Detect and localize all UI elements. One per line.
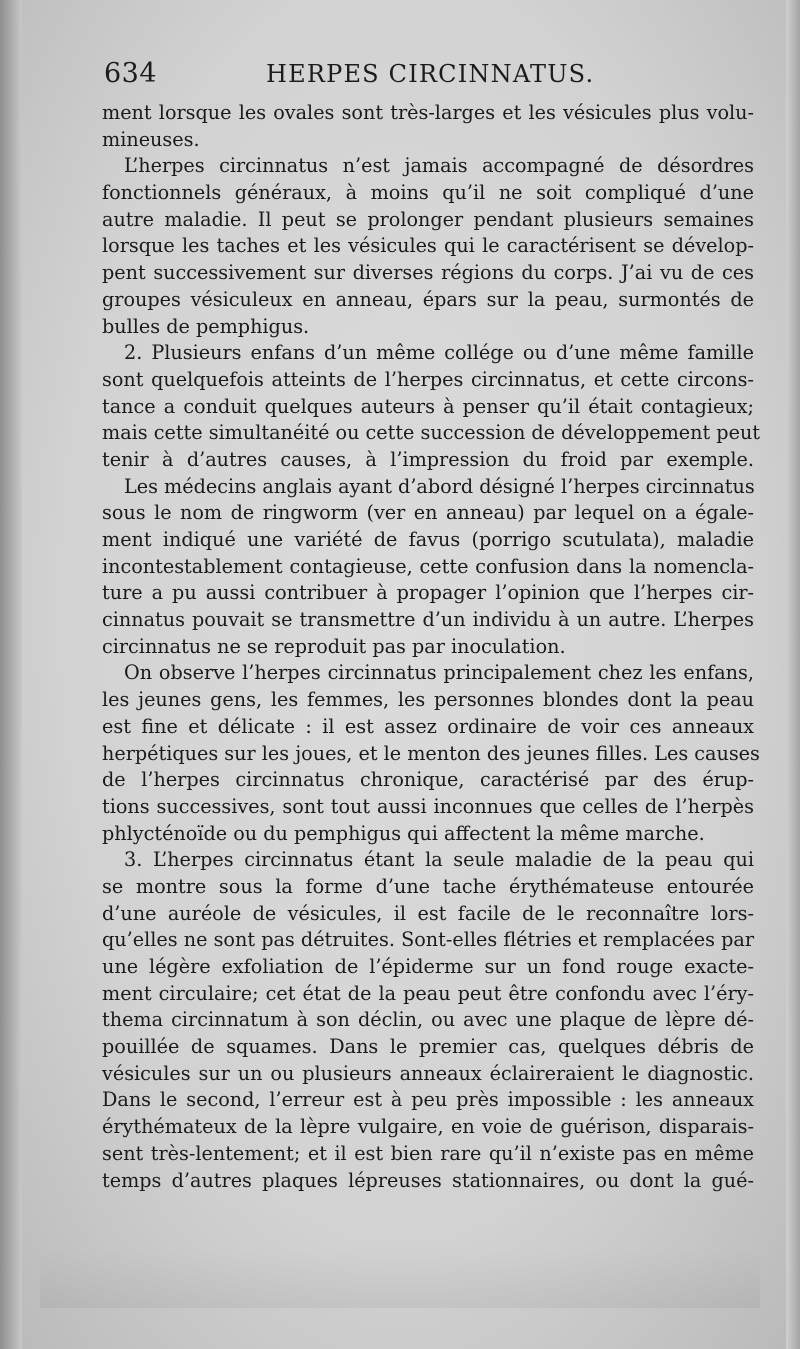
text-line: tenir à d’autres causes, à l’impression du froid par exemple. [102, 447, 754, 471]
page-gutter-shadow [0, 0, 22, 1349]
text-line: groupes vésiculeux en anneau, épars sur la peau, surmontés de [102, 287, 754, 311]
text-line: circinnatus ne se reproduit pas par inoculation. [102, 634, 566, 658]
text-line: tance a conduit quelques auteurs à penser qu’il était contagieux; [102, 394, 754, 418]
text-line: sous le nom de ringworm (ver en anneau) par lequel on a égale- [102, 501, 754, 525]
body-text [102, 100, 761, 1194]
text-line: les jeunes gens, les femmes, les personnes blondes dont la peau [102, 688, 754, 712]
text-line: d’une auréole de vésicules, il est facile de le reconnaître lors- [102, 901, 754, 925]
text-line: pent successivement sur diverses régions du corps. J’ai vu de ces [102, 261, 754, 285]
text-line: L’herpes circinnatus n’est jamais accompagné de désordres [124, 154, 754, 178]
text-line: lorsque les taches et les vésicules qui le caractérisent se dévelop- [102, 234, 754, 258]
text-line: de l’herpes circinnatus chronique, caractérisé par des érup- [102, 768, 754, 792]
text-line: herpétiques sur les joues, et le menton des jeunes filles. Les causes [102, 741, 760, 765]
text-line: On observe l’herpes circinnatus principalement chez les enfans, [124, 661, 754, 685]
text-line: qu’elles ne sont pas détruites. Sont-elles flétries et remplacées par [102, 928, 754, 952]
text-line: ment circulaire; cet état de la peau peut être confondu avec l’éry- [102, 981, 754, 1005]
text-line: bulles de pemphigus. [102, 314, 310, 338]
text-line: une légère exfoliation de l’épiderme sur un fond rouge exacte- [102, 955, 754, 978]
text-line: sent très-lentement; et il est bien rare qu’il n’existe pas en même [102, 1141, 754, 1165]
bleed-through-shadow [40, 1248, 760, 1308]
text-line: mineuses. [102, 127, 200, 151]
text-line: Les médecins anglais ayant d’abord désigné l’herpes circinnatus [124, 474, 755, 498]
text-line: 3. L’herpes circinnatus étant la seule maladie de la peau qui [124, 848, 754, 872]
running-title: HERPES CIRCINNATUS. [266, 60, 595, 88]
text-line: ment lorsque les ovales sont très-larges et les vésicules plus volu- [102, 101, 754, 124]
page-edge-shadow [786, 0, 800, 1349]
text-line: vésicules sur un ou plusieurs anneaux éclaireraient le diagnostic. [102, 1061, 754, 1085]
text-line: incontestablement contagieuse, cette confusion dans la nomencla- [102, 554, 754, 578]
text-line: ment indiqué une variété de favus (porrigo scutulata), maladie [102, 528, 754, 551]
text-line: pouillée de squames. Dans le premier cas, quelques débris de [102, 1035, 754, 1059]
text-line: est fine et délicate : il est assez ordinaire de voir ces anneaux [102, 714, 754, 738]
page-number: 634 [104, 58, 158, 89]
text-line: fonctionnels généraux, à moins qu’il ne soit compliqué d’une [102, 181, 754, 205]
text-line: ture a pu aussi contribuer à propager l’opinion que l’herpes cir- [102, 581, 754, 605]
text-line: tions successives, sont tout aussi inconnues que celles de l’herpès [102, 794, 754, 818]
text-line: Dans le second, l’erreur est à peu près impossible : les anneaux [102, 1088, 754, 1112]
text-line: phlycténoïde ou du pemphigus qui affectent la même marche. [102, 821, 705, 845]
text-line: temps d’autres plaques lépreuses stationnaires, ou dont la gué- [102, 1168, 754, 1192]
page-header [104, 58, 754, 94]
text-line: cinnatus pouvait se transmettre d’un individu à un autre. L’herpes [102, 608, 754, 632]
text-line: mais cette simultanéité ou cette succession de développement peut [102, 421, 761, 445]
text-line: se montre sous la forme d’une tache érythémateuse entourée [102, 874, 754, 898]
text-line: thema circinnatum à son déclin, ou avec une plaque de lèpre dé- [102, 1008, 754, 1032]
text-line: sont quelquefois atteints de l’herpes circinnatus, et cette circons- [102, 367, 754, 391]
text-line: autre maladie. Il peut se prolonger pendant plusieurs semaines [102, 207, 754, 231]
text-line: érythémateux de la lèpre vulgaire, en voie de guérison, disparais- [102, 1115, 754, 1139]
text-line: 2. Plusieurs enfans d’un même collége ou d’une même famille [124, 341, 754, 365]
